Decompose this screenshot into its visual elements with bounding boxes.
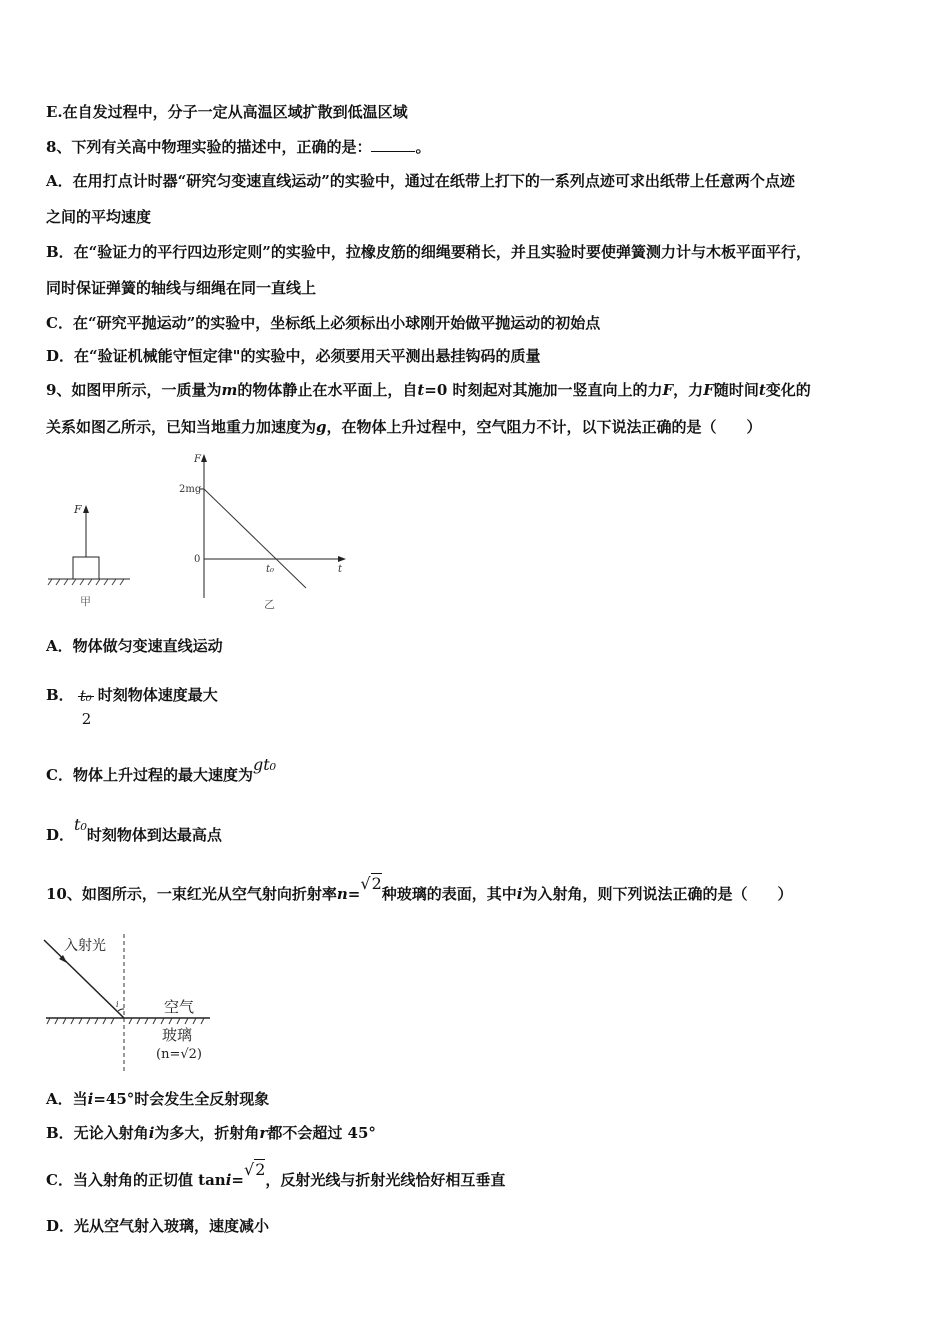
var-i: i <box>87 1090 94 1108</box>
index-label: (n=√2) <box>156 1047 202 1062</box>
q9-stem-line2 <box>46 417 762 437</box>
option-text: C．当入射角的正切值 tan <box>46 1171 226 1189</box>
angle-arc <box>118 1009 124 1011</box>
option-text: B．无论入射角 <box>46 1124 149 1142</box>
q10-option-c <box>46 1160 506 1190</box>
q9-var-t: t <box>417 381 425 399</box>
option-text: 时刻物体速度最大 <box>97 686 218 704</box>
x-tick-label: t₀ <box>266 564 275 575</box>
arrowhead <box>83 505 89 513</box>
q8-stem-end: 。 <box>415 138 431 156</box>
x-axis-label: t <box>338 564 343 575</box>
q9-option-c <box>46 755 277 785</box>
y-arrowhead <box>201 454 207 462</box>
q10-stem <box>46 874 793 904</box>
q9-text: ，在物体上升过程中，空气阻力不计，以下说法正确的是（ ） <box>326 418 762 436</box>
incident-ray-label: 入射光 <box>64 938 106 954</box>
sqrt-radicand: 2 <box>255 1160 266 1179</box>
q8-option-c: C．在“研究平抛运动”的实验中，坐标纸上必须标出小球刚开始做平抛运动的初始点 <box>46 314 601 332</box>
q9-stem-line1 <box>46 380 811 400</box>
q9-option-d <box>46 815 222 845</box>
option-text: A．当 <box>46 1090 88 1108</box>
q8-option-d: D．在“验证机械能守恒定律"的实验中，必须要用天平测出悬挂钩码的质量 <box>46 347 541 365</box>
air-label: 空气 <box>164 998 195 1016</box>
fraction-numerator: t₀ <box>79 687 92 705</box>
figure-yi <box>170 448 355 613</box>
q10-option-a <box>46 1089 269 1109</box>
formula-gt0: gt₀ <box>252 755 277 774</box>
q9-text: 变化的 <box>765 381 811 399</box>
sqrt-2: √2 <box>244 1160 266 1179</box>
option-prefix: D． <box>46 826 75 844</box>
caption-yi: 乙 <box>264 598 275 611</box>
option-text: C．物体上升过程的最大速度为 <box>46 766 253 784</box>
q9-option-a: A．物体做匀变速直线运动 <box>46 637 223 655</box>
q9-var-m: m <box>221 381 238 399</box>
var-i: i <box>225 1171 232 1189</box>
figure-jia <box>44 495 134 610</box>
force-line <box>204 489 306 588</box>
q8-option-b-line2: 同时保证弹簧的轴线与细绳在同一直线上 <box>46 279 317 297</box>
option-text: = <box>231 1171 244 1189</box>
q9-var-f: F <box>703 381 714 399</box>
q10-option-d: D．光从空气射入玻璃，速度减小 <box>46 1217 270 1235</box>
q9-text: 随时间 <box>713 381 759 399</box>
formula-t0: t₀ <box>74 815 87 834</box>
q9-text: 的物体静止在水平面上，自 <box>237 381 418 399</box>
option-text: 都不会超过 45° <box>267 1124 376 1142</box>
q9-option-b <box>46 673 218 728</box>
q10-text: 为入射角，则下列说法正确的是（ ） <box>522 885 793 903</box>
option-prefix: B． <box>46 686 74 704</box>
q10-option-b <box>46 1123 376 1143</box>
x-arrowhead <box>338 556 346 562</box>
answer-blank <box>371 137 415 152</box>
option-text: =45°时会发生全反射现象 <box>93 1090 270 1108</box>
ground-hatch <box>48 579 124 585</box>
option-text: 为多大，折射角 <box>154 1124 260 1142</box>
fraction-denominator: 2 <box>81 710 92 728</box>
q9-var-t: t <box>758 381 766 399</box>
q10-var-n: n= <box>336 885 361 903</box>
q9-text: =0 时刻起对其施加一竖直向上的力 <box>424 381 663 399</box>
glass-label: 玻璃 <box>162 1026 193 1044</box>
q8-stem-text: 8、下列有关高中物理实验的描述中，正确的是： <box>46 138 372 156</box>
interface-hatch <box>47 1018 204 1024</box>
y-tick-label: 2mg <box>179 484 202 495</box>
q9-text: 关系如图乙所示，已知当地重力加速度为 <box>46 418 317 436</box>
q9-text: 9、如图甲所示，一质量为 <box>46 381 222 399</box>
q7-option-e: E.在自发过程中，分子一定从高温区域扩散到低温区域 <box>46 103 408 121</box>
var-r: r <box>259 1124 268 1142</box>
q8-option-a-line1: A．在用打点计时器“研究匀变速直线运动”的实验中，通过在纸带上打下的一系列点迹可求出纸带上任意两个点迹 <box>46 172 795 190</box>
figure-refraction <box>40 930 220 1075</box>
angle-label: i <box>116 1000 119 1009</box>
q10-var-i: i <box>516 885 523 903</box>
origin-label: 0 <box>194 554 201 565</box>
sqrt-radicand: 2 <box>371 874 382 893</box>
q10-text: 种玻璃的表面，其中 <box>381 885 517 903</box>
q9-var-f: F <box>662 381 674 399</box>
option-text: ，反射光线与折射光线恰好相互垂直 <box>265 1171 506 1189</box>
q8-stem <box>46 137 430 157</box>
block <box>73 557 99 579</box>
sqrt-2: √2 <box>360 874 382 893</box>
q8-option-a-line2: 之间的平均速度 <box>46 208 152 226</box>
q9-var-g: g <box>316 418 327 436</box>
q8-option-b-line1: B．在“验证力的平行四边形定则”的实验中，拉橡皮筋的细绳要稍长，并且实验时要使弹簧测力计与木板平面平行， <box>46 243 811 261</box>
var-i: i <box>148 1124 155 1142</box>
force-label: F <box>74 503 82 516</box>
fraction <box>78 674 96 728</box>
caption-jia: 甲 <box>80 595 91 608</box>
y-axis-label: F <box>194 454 201 465</box>
q10-text: 10、如图所示，一束红光从空气射向折射率 <box>46 885 337 903</box>
option-text: 时刻物体到达最高点 <box>86 826 222 844</box>
q9-text: ，力 <box>673 381 704 399</box>
